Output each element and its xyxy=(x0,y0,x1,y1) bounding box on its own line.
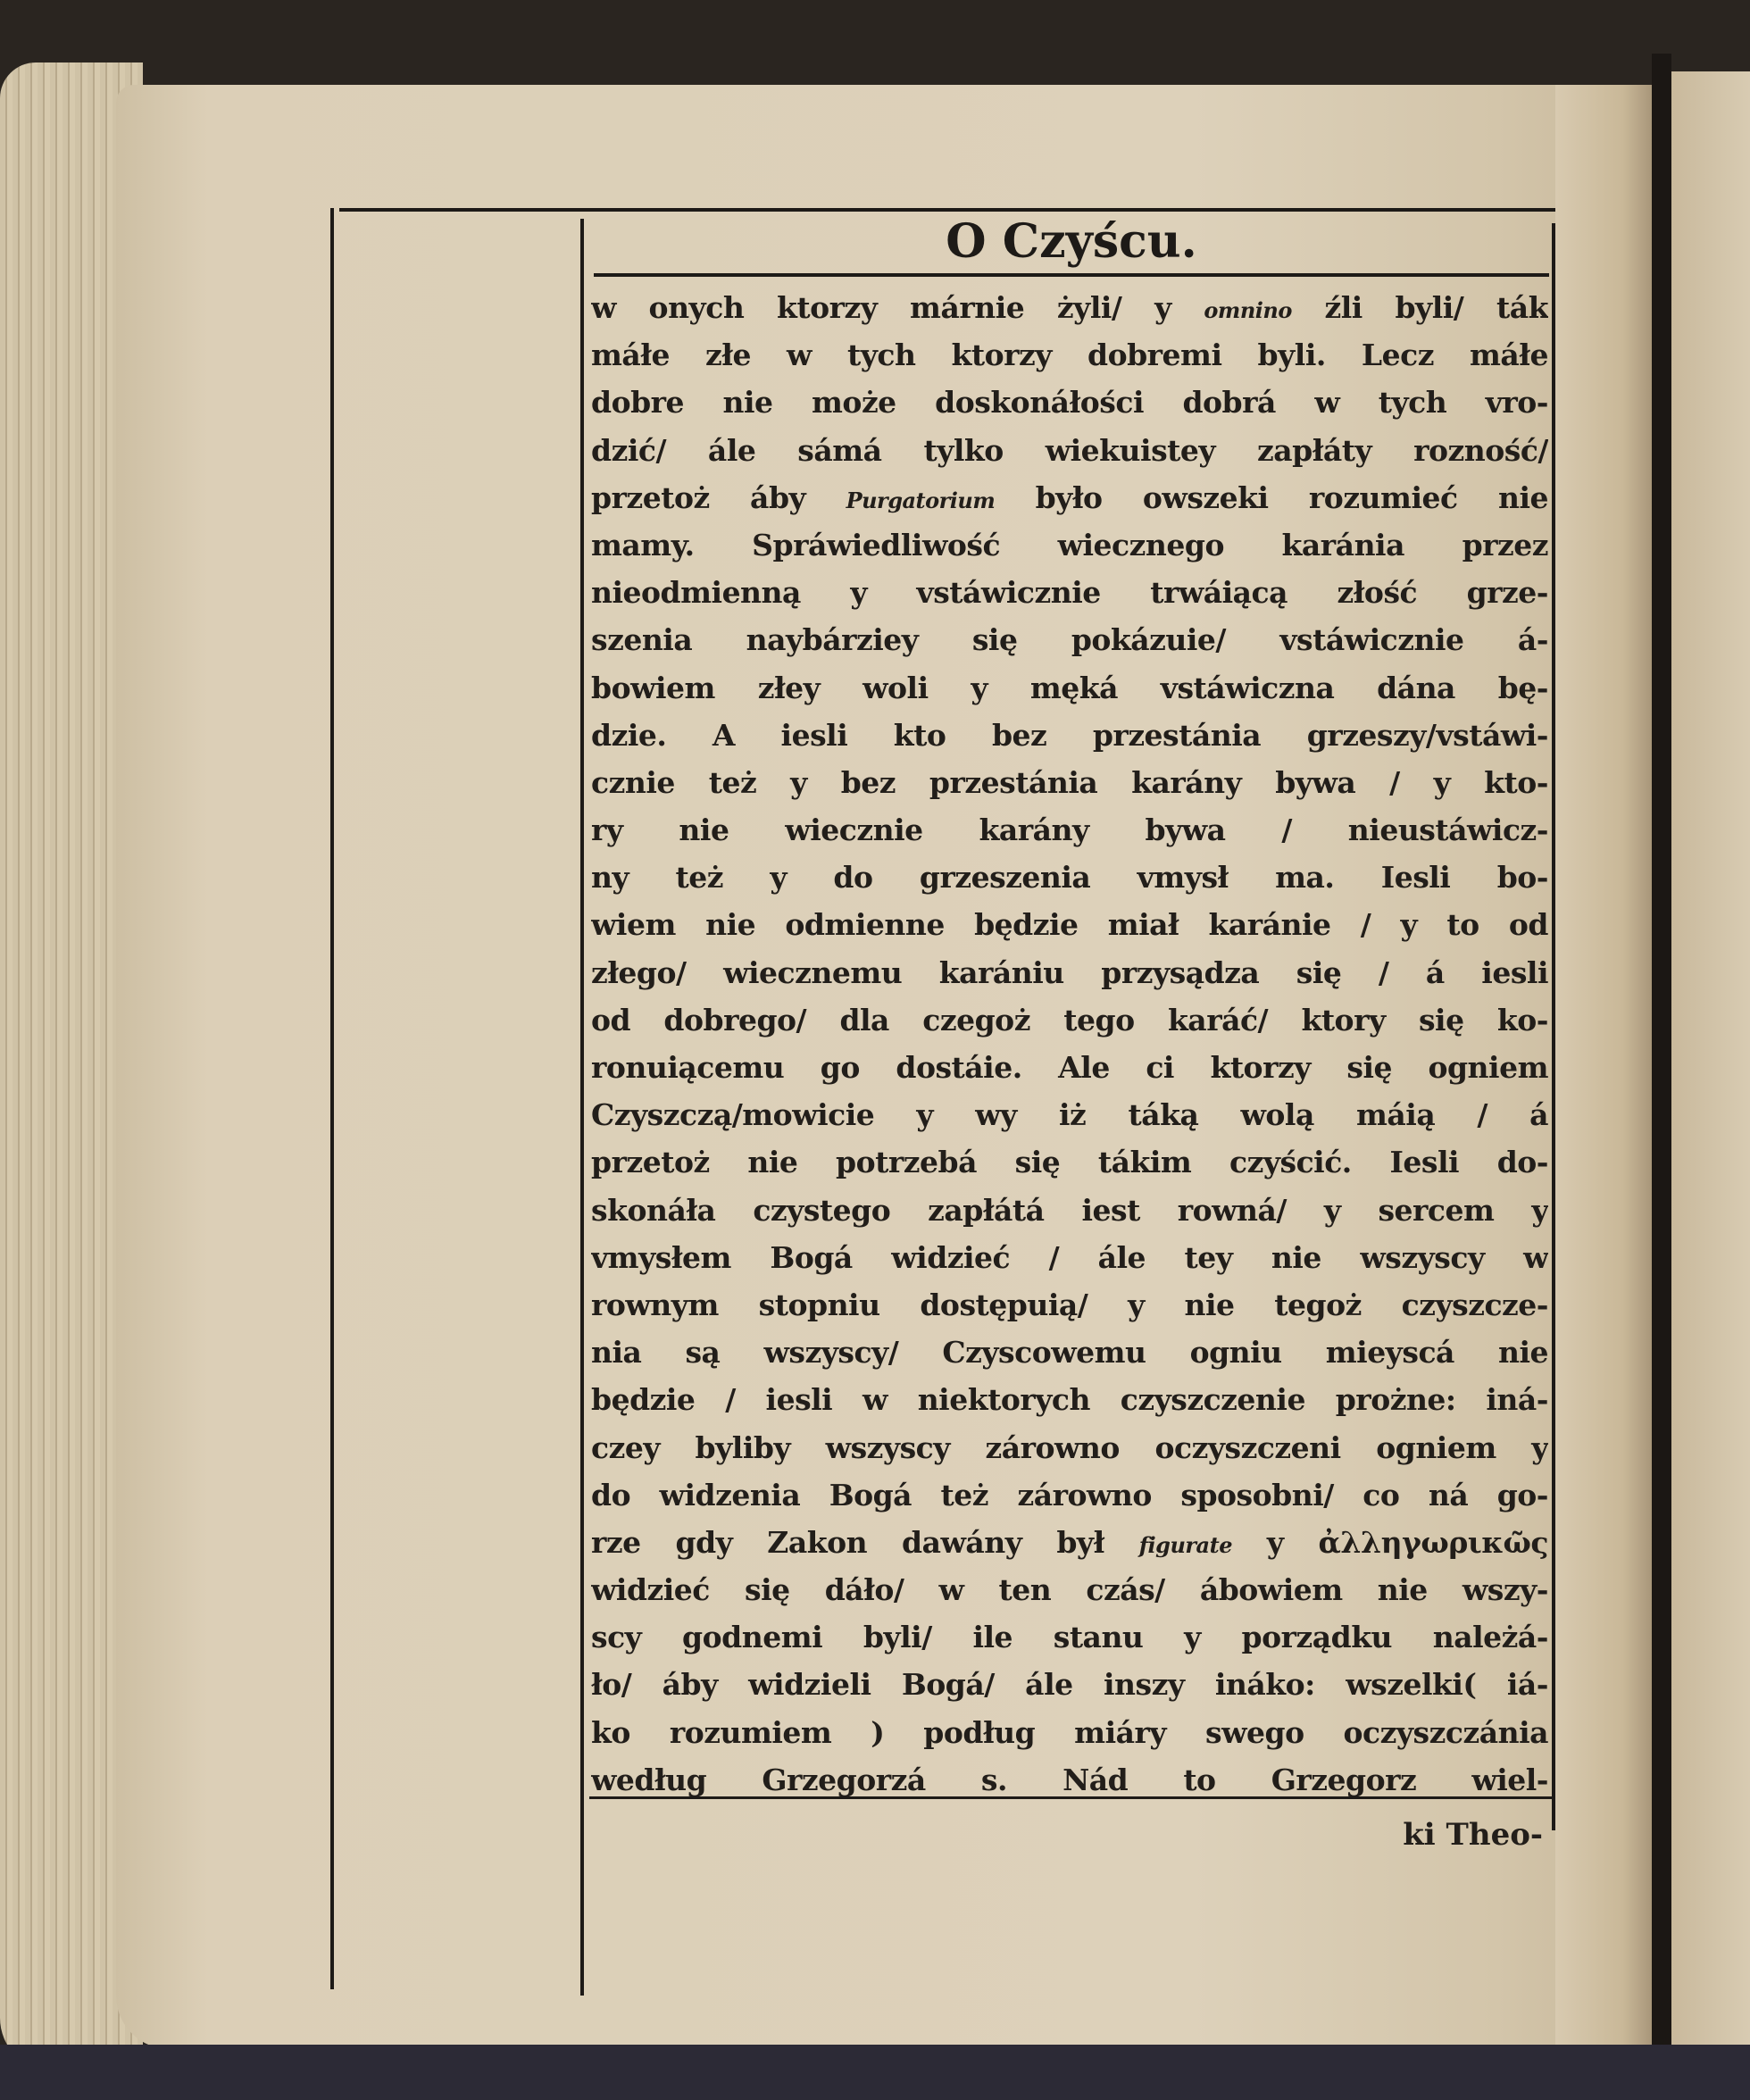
text-segment: od dobrego/ dla czegoż tego karáć/ ktory się ko- xyxy=(591,1002,1548,1038)
text-line xyxy=(591,854,1548,901)
background-surface xyxy=(0,2045,1750,2100)
text-segment: ny też y do grzeszenia vmysł ma. Iesli bo- xyxy=(591,860,1548,896)
page-gutter xyxy=(1555,85,1652,2049)
text-line xyxy=(591,521,1548,569)
text-line xyxy=(591,427,1548,474)
text-segment: rownym stopniu dostępuią/ y nie tegoż czyszcze- xyxy=(591,1287,1548,1322)
text-line xyxy=(591,1519,1548,1566)
text-segment: będzie / iesli w niektorych czyszczenie prożne: iná- xyxy=(591,1382,1548,1418)
text-line xyxy=(591,996,1548,1044)
text-segment: ronuiącemu go dostáie. Ale ci ktorzy się ogniem xyxy=(591,1050,1548,1085)
catchword: ki Theo- xyxy=(1403,1817,1543,1853)
text-segment: cznie też y bez przestánia karány bywa / y kto- xyxy=(591,764,1548,800)
text-segment: źli byli/ ták xyxy=(1291,290,1548,325)
text-segment: bowiem złey woli y męká vstáwiczna dána bę- xyxy=(591,670,1548,705)
text-line xyxy=(591,474,1548,521)
text-segment: widzieć się dáło/ w ten czás/ ábowiem nie wszy- xyxy=(591,1572,1548,1608)
text-line xyxy=(591,331,1548,379)
running-header: O Czyścu. xyxy=(946,214,1197,269)
text-segment: szenia naybárziey się pokázuie/ vstáwicznie á- xyxy=(591,622,1548,658)
text-segment: nia są wszyscy/ Czyscowemu ogniu mieyscá nie xyxy=(591,1335,1548,1371)
frame-top-rule xyxy=(339,208,1555,212)
text-segment: dzić/ ále sámá tylko wiekuistey zapłáty rozność/ xyxy=(591,432,1548,468)
text-line xyxy=(591,1376,1548,1423)
text-segment: rze gdy Zakon dawány był xyxy=(591,1524,1139,1560)
text-line xyxy=(591,1138,1548,1186)
text-segment: w onych ktorzy márnie żyli/ y xyxy=(591,290,1204,325)
text-line xyxy=(591,1091,1548,1138)
text-segment: przetoż áby xyxy=(591,479,846,515)
text-segment: mamy. Spráwiedliwość wiecznego karánia przez xyxy=(591,527,1548,562)
text-line xyxy=(591,664,1548,712)
text-line xyxy=(591,1661,1548,1708)
text-line xyxy=(591,1234,1548,1281)
text-segment: dzie. A iesli kto bez przestánia grzeszy/vstáwi- xyxy=(591,717,1548,753)
latin-italic-word: figurate xyxy=(1138,1531,1232,1558)
text-line xyxy=(591,1044,1548,1091)
text-line xyxy=(591,1566,1548,1613)
text-line xyxy=(591,1613,1548,1661)
text-segment: dobre nie może doskonáłości dobrá w tych vro- xyxy=(591,385,1548,421)
text-line xyxy=(591,1329,1548,1376)
latin-italic-word: omnino xyxy=(1204,297,1292,323)
text-line xyxy=(591,759,1548,806)
text-line xyxy=(591,1709,1548,1756)
text-segment: scy godnemi byli/ ile stanu y porządku należá- xyxy=(591,1620,1548,1655)
text-segment: y ἀλληγωρικῶς xyxy=(1231,1524,1548,1560)
text-segment: wiem nie odmienne będzie miał karánie / y to od xyxy=(591,907,1548,943)
book-spine xyxy=(1652,54,1671,2071)
text-line xyxy=(591,1281,1548,1329)
frame-left-rule xyxy=(330,208,334,1989)
text-segment: ło/ áby widzieli Bogá/ ále inszy ináko: wszelki( iá- xyxy=(591,1667,1548,1703)
text-line xyxy=(591,712,1548,759)
text-segment: złego/ wiecznemu karániu przysądza się / á iesli xyxy=(591,954,1548,990)
text-line xyxy=(591,569,1548,616)
text-line xyxy=(591,1187,1548,1234)
text-line xyxy=(591,1471,1548,1519)
header-underline xyxy=(594,273,1549,277)
text-segment: do widzenia Bogá też zárowno sposobni/ co ná go- xyxy=(591,1477,1548,1512)
frame-right-rule xyxy=(1552,223,1555,1830)
text-segment: było owszeki rozumieć nie xyxy=(995,479,1548,515)
latin-italic-word: Purgatorium xyxy=(846,487,996,513)
text-segment: vmysłem Bogá widzieć / ále tey nie wszyscy w xyxy=(591,1239,1548,1275)
text-line xyxy=(591,1424,1548,1471)
text-segment: máłe złe w tych ktorzy dobremi byli. Lecz máłe xyxy=(591,338,1548,373)
text-line xyxy=(591,616,1548,663)
text-segment: według Grzegorzá s. Nád to Grzegorz wiel- xyxy=(591,1762,1548,1797)
text-segment: czey byliby wszyscy zárowno oczyszczeni ogniem y xyxy=(591,1429,1548,1465)
text-segment: Czyszczą/mowicie y wy iż táką wolą máią / á xyxy=(591,1097,1548,1133)
text-segment: nieodmienną y vstáwicznie trwáiącą złość grze- xyxy=(591,575,1548,611)
text-segment: skonáła czystego zapłátá iest rowná/ y sercem y xyxy=(591,1192,1548,1228)
text-segment: ko rozumiem ) podług miáry swego oczyszczánia xyxy=(591,1714,1548,1750)
text-segment: przetoż nie potrzebá się tákim czyścić. Iesli do- xyxy=(591,1145,1548,1180)
text-line xyxy=(591,379,1548,426)
text-line xyxy=(591,284,1548,331)
margin-column-rule xyxy=(580,219,584,1996)
facing-page-edge xyxy=(1671,71,1750,2071)
text-line xyxy=(591,1756,1548,1804)
text-segment: ry nie wiecznie karány bywa / nieustáwicz- xyxy=(591,812,1548,848)
text-line xyxy=(591,949,1548,996)
text-line xyxy=(591,806,1548,854)
text-line xyxy=(591,901,1548,948)
text-block xyxy=(591,284,1548,1804)
